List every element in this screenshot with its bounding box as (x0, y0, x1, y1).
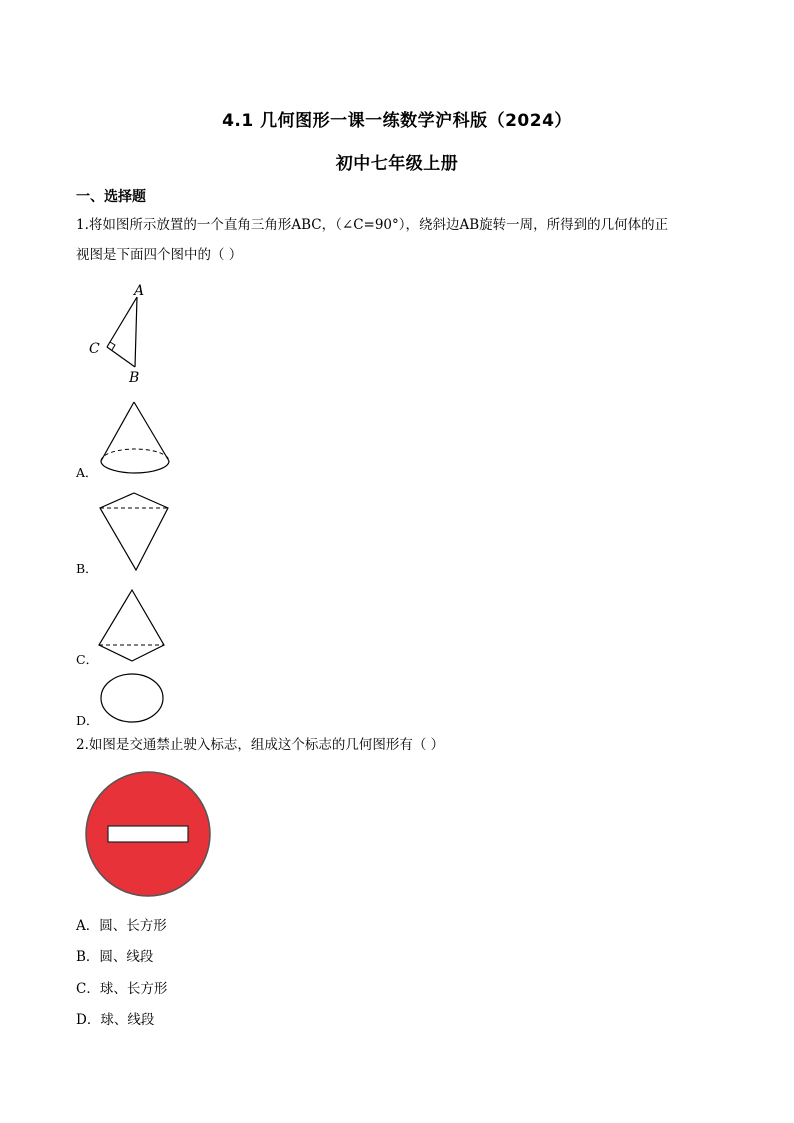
q2-option-d[interactable] (76, 1008, 154, 1028)
q2-option-c[interactable] (76, 977, 167, 997)
q2-option-a-label: A． (76, 918, 100, 934)
vertex-label-a: A (134, 283, 145, 299)
q2-option-b-text: 圆、线段 (99, 949, 154, 965)
document-subtitle: 初中七年级上册 (335, 154, 459, 174)
vertex-label-b: B (129, 370, 140, 386)
sign-bar (108, 826, 188, 842)
q2-option-c-label: C． (76, 981, 100, 997)
q2-option-d-text: 球、线段 (100, 1012, 155, 1028)
q2-option-b[interactable] (76, 945, 153, 965)
no-entry-sign-figure (84, 771, 212, 899)
q2-option-a[interactable] (76, 914, 167, 934)
question-1-line-2: 视图是下面四个图中的（ ） (76, 247, 243, 263)
option-a-cone-figure (96, 398, 176, 478)
question-1-line-1: 1.将如图所示放置的一个直角三角形ABC，（∠C=90°），绕斜边AB旋转一周，所得到的几何体的正 (76, 217, 669, 233)
q2-option-d-label: D． (76, 1012, 101, 1028)
option-a-label[interactable]: A． (76, 465, 98, 480)
triangle-side-cb (107, 347, 135, 367)
question-1-text (76, 210, 736, 270)
question-2-text: 2.如图是交通禁止驶入标志，组成这个标志的几何图形有（ ） (76, 737, 445, 753)
document-title: 4.1 几何图形一课一练数学沪科版（2024） (222, 111, 572, 131)
option-b-label[interactable]: B． (76, 561, 98, 576)
q2-option-b-label: B． (76, 949, 100, 965)
option-b-kite-figure (96, 490, 176, 575)
vertex-label-c: C (89, 341, 100, 357)
option-d-label[interactable]: D． (76, 713, 99, 728)
q2-option-a-text: 圆、长方形 (99, 918, 167, 934)
triangle-side-ab (135, 297, 137, 367)
triangle-abc-figure (80, 280, 160, 390)
option-c-kite-figure (96, 587, 176, 667)
option-d-ellipse-figure (100, 671, 170, 727)
q2-option-c-text: 球、长方形 (99, 981, 168, 997)
right-angle-mark (110, 342, 115, 350)
triangle-side-ca (107, 297, 137, 347)
option-c-label[interactable]: C． (76, 652, 99, 667)
section-heading: 一、选择题 (76, 189, 146, 205)
